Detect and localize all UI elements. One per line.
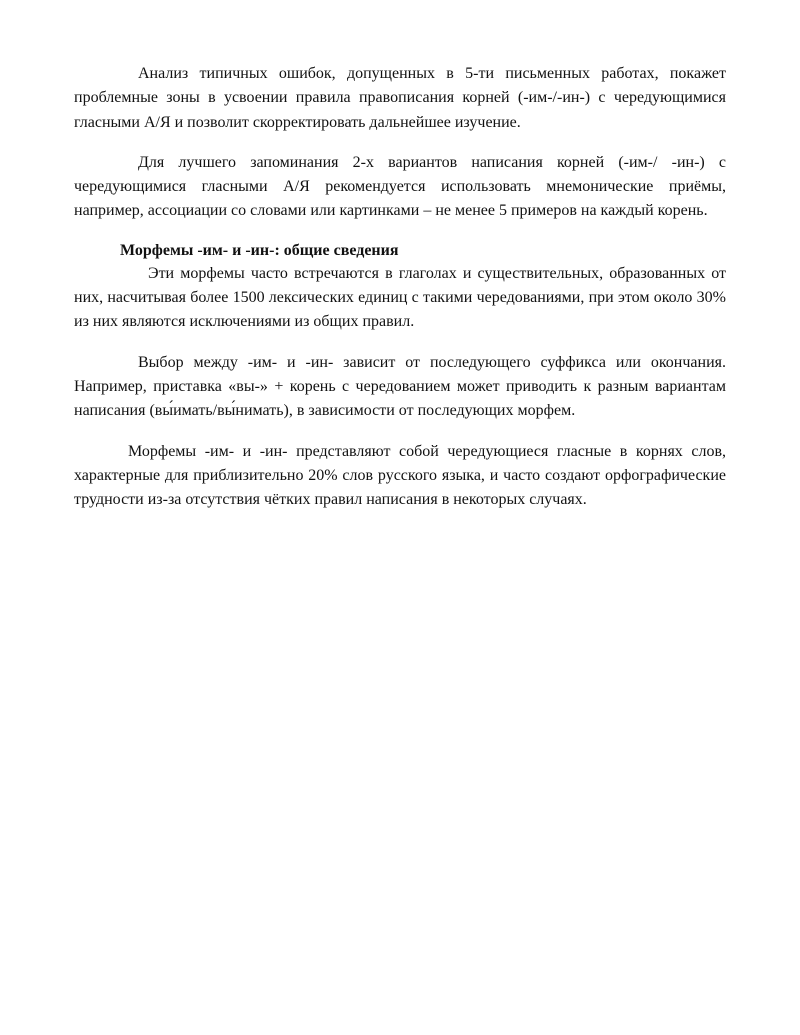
paragraph-morpheme-frequency: Эти морфемы часто встречаются в глаголах и существительных, образованных от них, насчитывая более 1500 лексических единиц с такими чередованиями, при этом около 30% из них являются исключениями из общих правил. [74, 264, 726, 331]
paragraph-morpheme-choice: Выбор между -им- и -ин- зависит от последующего суффикса или окончания. Например, приставка «вы-» + корень с чередованием может приводить к разным вариантам написания (вы́имать/вы́нимать), в зависимости от последующих морфем. [74, 353, 726, 420]
paragraph-morpheme-summary: Морфемы -им- и -ин- представляют собой чередующиеся гласные в корнях слов, характерные для приблизительно 20% слов русского языка, и часто создают орфографические трудности из-за отсутствия чётких правил написания в некоторых случаях. [74, 442, 726, 509]
paragraph-error-analysis: Анализ типичных ошибок, допущенных в 5-ти письменных работах, покажет проблемные зоны в усвоении правила правописания корней (-им-/-ин-) с чередующимися гласными А/Я и позволит скорректировать дальнейшее изучение. [74, 65, 726, 131]
paragraph-mnemonics: Для лучшего запоминания 2-х вариантов написания корней (-им-/ -ин-) с чередующимися гласными А/Я рекомендуется использовать мнемонические приёмы, например, ассоциации со словами или картинками – не менее 5 примеров на каждый корень. [74, 153, 726, 220]
section-heading: Морфемы -им- и -ин-: общие сведения [120, 241, 399, 259]
document-page [74, 62, 726, 512]
